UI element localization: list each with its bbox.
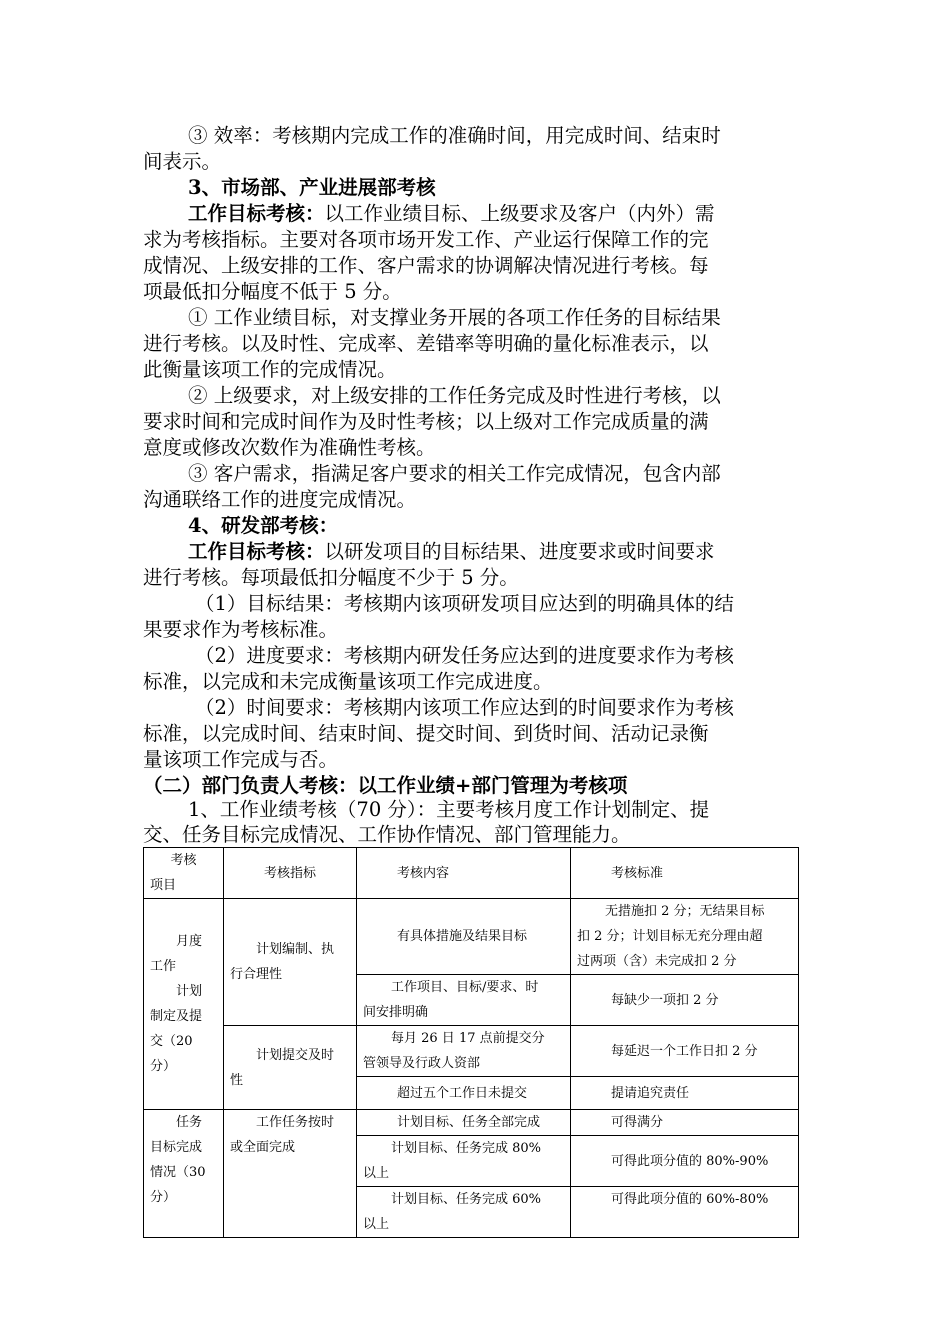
- cell-line: 工作任务按时: [256, 1115, 335, 1130]
- cell-line: 行合理性: [230, 967, 283, 982]
- cell-line: 月度: [176, 934, 203, 949]
- indicator-plan-rationality: [224, 899, 357, 1026]
- item-monthly-plan: [144, 899, 224, 1110]
- paragraph-market-line2: 求为考核指标。主要对各项市场开发工作、产业运行保障工作的完: [143, 228, 709, 251]
- standard-cell: 每缺少一项扣 2 分: [571, 975, 799, 1026]
- cell-line: 工作: [150, 959, 177, 974]
- paragraph-goal-line1: ① 工作业绩目标，对支撑业务开展的各项工作任务的目标结果: [188, 306, 721, 329]
- paragraph-progress-line1: （2）进度要求：考核期内研发任务应达到的进度要求作为考核: [195, 644, 734, 667]
- paragraph-time-line3: 量该项工作完成与否。: [143, 748, 339, 771]
- header-content: 考核内容: [357, 848, 571, 899]
- paragraph-goal-line3: 此衡量该项工作的完成情况。: [143, 358, 397, 381]
- standard-cell: [571, 899, 799, 975]
- bold-label: 工作目标考核：: [188, 202, 325, 225]
- document-page: ③ 效率：考核期内完成工作的准确时间，用完成时间、结束时 间表示。 3、市场部、产业进展部考核 工作目标考核：以工作业绩目标、上级要求及客户（内外）需 求为考核指标。主要对各项市场开发工作、产业运行保障工作的完 成情况、上级安排的工作、客户需求的协调解决情况进行考核。每 项最低扣分幅度不低于 5 分。 ① 工作业绩目标，对支撑业务开展的各项工作任务的目标结果 进行考核。以及时性、完成率、差错率等明确的量化标准表示，以 此衡量该项工作的完成情况。 ② 上级要求，对上级安排的工作任务完成及时性进行考核，以 要求时间和完成时间作为及时性考核；以上级对工作完成质量的满 意度或修改次数作为准确性考核。 ③ 客户需求，指满足客户要求的相关工作完成情况，包含内部 沟通联络工作的进度完成情况。 4、研发部考核： 工作目标考核：以研发项目的目标结果、进度要求或时间要求 进行考核。每项最低扣分幅度不少于 5 分。 （1）目标结果：考核期内该项研发项目应达到的明确具体的结 果要求作为考核标准。 （2）进度要求：考核期内研发任务应达到的进度要求作为考核 标准，以完成和未完成衡量该项工作完成进度。 （2）时间要求：考核期内该项工作应达到的时间要求作为考核 标准，以完成时间、结束时间、提交时间、到货时间、活动记录衡 量该项工作完成与否。 （二）部门负责人考核：以工作业绩+部门管理为考核项 1、工作业绩考核（70 分）：主要考核月度工作计划制定、提 考核 项目 考核指标 考核内容 考核标准 月度 工作 计划 制定及提 交（20 分） 计划编制、执 行合理性 有具体措施及结果目标 无措施扣 2 分；无结果目标 扣 2 分；计划目标无充分理由超 过两项（含）未完成扣 2 分 工作项目、目标/要求、时 间安排明确 每缺少一项扣 2 分 计划提交及时 性 每月 26 日 17 点前提交分 管领导及行政人资部 每延迟一个工作日扣 2 分 超过五个工作日未提交 提请追究责任 任务 目标完成 情况（30 分） 工作任务按时 或全面完成 计划目标、任务全部完成 可得满分 计划目标、任务完成 80% 以上 可得此项分值的 80%-90% 计划目标、任务完成 60% 以上 可得此项分值的 60%-80% 交、任务目标完成情况、工作协作情况、部门管理能力。: [0, 0, 950, 1344]
- paragraph-time-line2: 标准，以完成时间、结束时间、提交时间、到货时间、活动记录衡: [143, 722, 709, 745]
- cell-line: 无措施扣 2 分；无结果目标: [605, 904, 765, 919]
- standard-cell: 每延迟一个工作日扣 2 分: [571, 1026, 799, 1077]
- cell-line: 过两项（含）未完成扣 2 分: [577, 954, 737, 969]
- standard-cell: 可得此项分值的 80%-90%: [571, 1136, 799, 1187]
- content-cell: [357, 1187, 571, 1238]
- cell-line: 性: [230, 1072, 244, 1088]
- paragraph-market-line3: 成情况、上级安排的工作、客户需求的协调解决情况进行考核。每: [143, 254, 709, 277]
- content-cell: [357, 1026, 571, 1077]
- cell-line: 工作项目、目标/要求、时: [391, 980, 539, 995]
- cell-line: 情况（30: [150, 1165, 206, 1180]
- paragraph-market-line1: [143, 201, 858, 227]
- paragraph-performance-line1: 1、工作业绩考核（70 分）：主要考核月度工作计划制定、提: [188, 798, 710, 821]
- paragraph-result-line2: 果要求作为考核标准。: [143, 618, 339, 641]
- paragraph-market-line4: 项最低扣分幅度不低于 5 分。: [143, 280, 402, 303]
- cell-line: 计划目标、任务完成 60%: [391, 1192, 542, 1207]
- table-row: [144, 1026, 799, 1077]
- paragraph-efficiency-line2: 间表示。: [143, 150, 222, 173]
- item-task-completion: [144, 1110, 224, 1238]
- header-indicator: 考核指标: [224, 848, 357, 899]
- paragraph-customer-line2: 沟通联络工作的进度完成情况。: [143, 488, 417, 511]
- content-cell: [357, 1136, 571, 1187]
- cell-line: 管领导及行政人资部: [363, 1056, 481, 1071]
- paragraph-superior-line2: 要求时间和完成时间作为及时性考核；以上级对工作完成质量的满: [143, 410, 709, 433]
- heading-market-dept: 3、市场部、产业进展部考核: [188, 176, 436, 199]
- cell-line: 扣 2 分；计划目标无充分理由超: [577, 929, 763, 944]
- cell-line: 以上: [363, 1166, 390, 1181]
- cell-line: 分）: [150, 1190, 177, 1205]
- text-run: 以工作业绩目标、上级要求及客户（内外）需: [324, 202, 715, 225]
- paragraph-progress-line2: 标准，以完成和未完成衡量该项工作完成进度。: [143, 670, 553, 693]
- text-run: 以研发项目的目标结果、进度要求或时间要求: [324, 540, 715, 563]
- assessment-table: [143, 847, 799, 1238]
- standard-cell: 提请追究责任: [571, 1077, 799, 1110]
- content-cell: 计划目标、任务全部完成: [357, 1110, 571, 1136]
- paragraph-superior-line3: 意度或修改次数作为准确性考核。: [143, 436, 436, 459]
- cell-line: 计划编制、执: [256, 942, 335, 957]
- cell-line: 计划提交及时: [256, 1047, 335, 1063]
- bold-label: 工作目标考核：: [188, 540, 325, 563]
- header-item-line: 考核: [170, 853, 197, 868]
- indicator-task-ontime: [224, 1110, 357, 1238]
- paragraph-rd-line2: 进行考核。每项最低扣分幅度不少于 5 分。: [143, 566, 519, 589]
- cell-line: 或全面完成: [230, 1140, 296, 1155]
- standard-cell: 可得此项分值的 60%-80%: [571, 1187, 799, 1238]
- table-row: [144, 899, 799, 975]
- paragraph-customer-line1: ③ 客户需求，指满足客户要求的相关工作完成情况，包含内部: [188, 462, 721, 485]
- indicator-plan-timeliness: [224, 1026, 357, 1110]
- cell-line: 每月 26 日 17 点前提交分: [391, 1031, 545, 1046]
- content-cell: [357, 975, 571, 1026]
- cell-line: 分）: [150, 1059, 177, 1074]
- heading-dept-head: （二）部门负责人考核：以工作业绩+部门管理为考核项: [143, 774, 628, 797]
- paragraph-time-line1: （2）时间要求：考核期内该项工作应达到的时间要求作为考核: [195, 696, 734, 719]
- standard-cell: 可得满分: [571, 1110, 799, 1136]
- cell-line: 计划目标、任务完成 80%: [391, 1141, 542, 1156]
- paragraph-superior-line1: ② 上级要求，对上级安排的工作任务完成及时性进行考核，以: [188, 384, 721, 407]
- paragraph-goal-line2: 进行考核。以及时性、完成率、差错率等明确的量化标准表示，以: [143, 332, 709, 355]
- header-item: [144, 848, 224, 899]
- cell-line: 间安排明确: [363, 1005, 429, 1020]
- paragraph-rd-line1: [143, 539, 858, 565]
- cell-line: 计划: [176, 984, 203, 999]
- paragraph-result-line1: （1）目标结果：考核期内该项研发项目应达到的明确具体的结: [195, 592, 734, 615]
- content-cell: 有具体措施及结果目标: [357, 899, 571, 975]
- cell-line: 以上: [363, 1217, 390, 1232]
- header-item-line: 项目: [150, 878, 177, 893]
- paragraph-efficiency-line1: ③ 效率：考核期内完成工作的准确时间，用完成时间、结束时: [188, 124, 721, 147]
- content-cell: 超过五个工作日未提交: [357, 1077, 571, 1110]
- cell-line: 交（20: [150, 1034, 193, 1049]
- cell-line: 制定及提: [150, 1009, 203, 1024]
- cell-line: 目标完成: [150, 1140, 203, 1155]
- cell-line: 任务: [176, 1115, 203, 1130]
- header-standard: 考核标准: [571, 848, 799, 899]
- heading-rd-dept: 4、研发部考核：: [188, 514, 339, 537]
- table-row: [144, 1110, 799, 1136]
- table-header-row: [144, 848, 799, 899]
